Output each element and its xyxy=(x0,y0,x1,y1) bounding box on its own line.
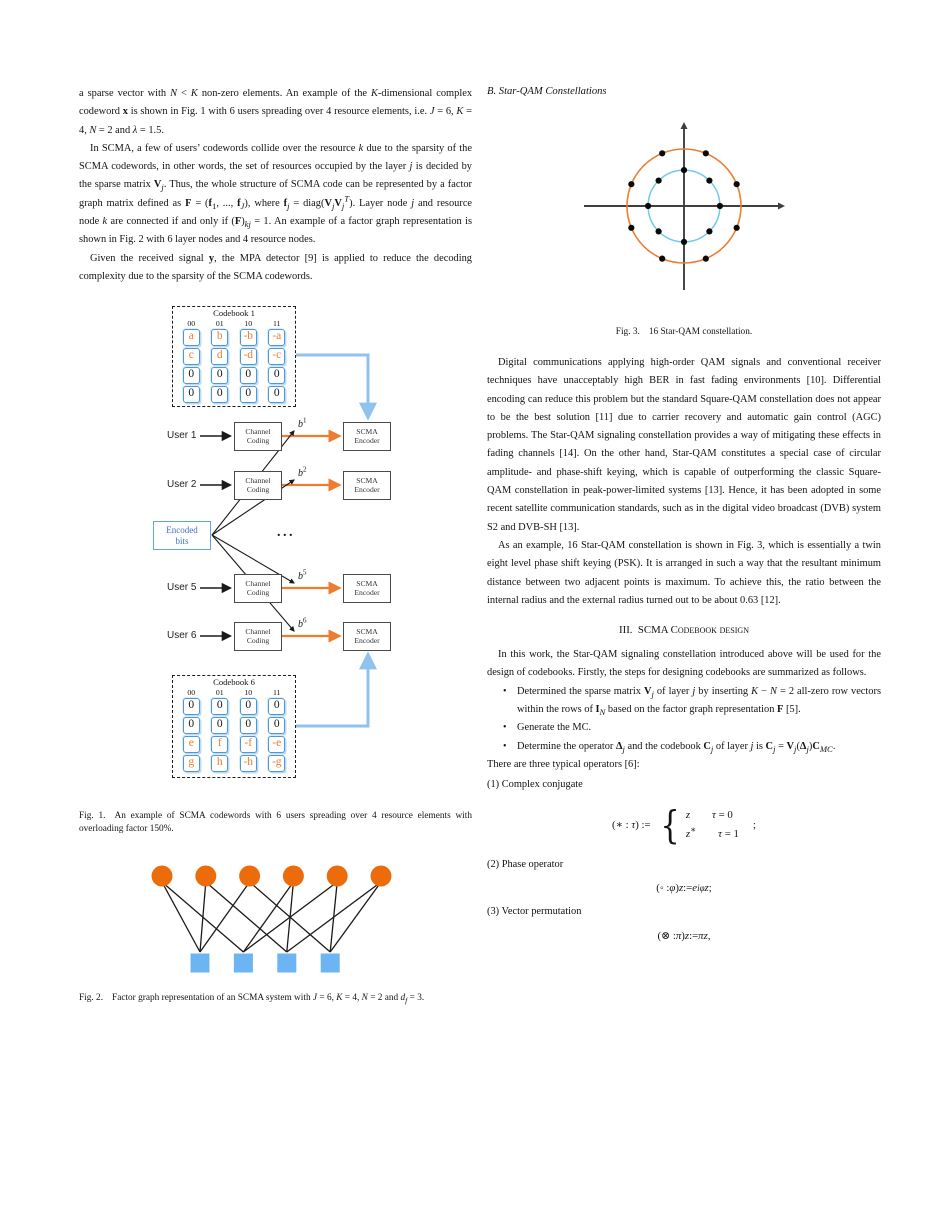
layer-node xyxy=(371,866,392,887)
constellation-point xyxy=(706,178,712,184)
factor-graph-edge xyxy=(162,882,200,952)
constellation-point xyxy=(645,203,651,209)
codebook-cell: -d xyxy=(240,348,257,365)
encoded-bits-box xyxy=(153,521,211,550)
eq1-row1-value: z xyxy=(685,808,691,821)
eq1-lhs: (∗ : τ) := xyxy=(612,819,651,832)
bullet-icon: • xyxy=(503,722,507,734)
x-axis-arrowhead xyxy=(778,203,785,210)
figure-3-caption-text: 16 Star-QAM constellation. xyxy=(648,327,753,337)
codebook-column-header: 10 xyxy=(244,319,253,329)
eq1-row2-condition: τ = 1 xyxy=(718,827,739,840)
channel-coding-box: Channel Coding xyxy=(234,574,282,603)
codebook-cell: 0 xyxy=(183,698,200,715)
operator-2-label: (2) Phase operator xyxy=(487,858,564,870)
constellation-point xyxy=(656,228,662,234)
paragraph-scma-collide: In SCMA, a few of users’ codewords collide over the resource k due to the sparsity of the SCMA codewords, in other words, the set of resources occupied by the layer j is decided by the sparse matrix $V_j$. Thus, the whole structure of SCMA code can be represented by a factor graph matrix defined as $F = (f_1$, ..., $f_J$), where $f_j$ = $diag(V_jV_j^T)$. Layer node j and resource node k are connected if and only if $(F)_{kj} = 1$. An example of a factor graph representation is shown in Fig. 2 with 6 layer nodes and 4 resource nodes. xyxy=(79,142,473,246)
section-iii-title: SCMA Codebook design xyxy=(637,624,749,637)
codebook-cell: c xyxy=(183,348,200,365)
layer-node xyxy=(283,866,304,887)
resource-node xyxy=(234,954,253,973)
codebook-cell: -g xyxy=(268,755,285,772)
section-iii-heading xyxy=(487,624,881,636)
paragraph-mpa-detector: Given the received signal y, the MPA detector [9] is applied to reduce the decoding complexity due to the sparsity of the SCMA codewords. xyxy=(79,252,472,282)
subsection-b-heading: B. Star-QAM Constellations xyxy=(487,86,607,97)
codebook-column-header: 01 xyxy=(215,319,224,329)
scma-encoder-box: SCMA Encoder xyxy=(343,622,391,651)
codebook-cell: 0 xyxy=(183,717,200,734)
figure-3-caption-label: Fig. 3. xyxy=(615,327,640,337)
paragraph-digital-communications: Digital communications applying high-order QAM signals and conventional receiver techniques have unacceptably high BER in fast fading environments [10]. Differential encoding can reduce this problem but the standard Square-QAM constellation does not appear to be the best solution [11] due to carrier recovery and automatic gain control (AGC) problems. The Star-QAM signaling constellation provides a way of mitigating these effects in fading channels [14]. On the other hand, Star-QAM constitutes a special case of circular amplitude- and phase-shift keying, which is capable of outperforming the classic Square-QAM constellation in peak-power-limited systems [13]. Hence, it has been adopted in some recent satellite communication standards, such as in the digital video broadcast (DVB) system S2 and DVB-SH [13]. xyxy=(487,357,881,533)
codebook-column-header: 01 xyxy=(215,688,224,698)
codebook-cell: h xyxy=(211,755,228,772)
figure-1-caption-label: Fig. 1. xyxy=(79,811,106,822)
bit-stream-label: $b^5$ xyxy=(298,568,307,583)
constellation-canvas xyxy=(564,109,804,305)
codebook-cell: 0 xyxy=(240,717,257,734)
layer-node xyxy=(195,866,216,887)
constellation-point xyxy=(717,203,723,209)
channel-coding-box: Channel Coding xyxy=(234,422,282,451)
design-step-item: • Determine the operator $\Delta_j$ and the codebook $C_j$ of layer j is $C_j = V_j(\Delta_j)C_{MC}$. xyxy=(517,738,881,756)
constellation-point xyxy=(703,150,709,156)
scma-encoder-box: SCMA Encoder xyxy=(343,574,391,603)
figure-3-caption xyxy=(487,326,881,339)
design-steps-list xyxy=(487,683,881,756)
codebook-cell: 0 xyxy=(183,367,200,384)
figure-1-caption xyxy=(79,810,472,836)
codebook-title: Codebook 6 xyxy=(213,677,255,688)
equation-vector-permutation: (⊗ : π ) z := πz , xyxy=(657,929,711,943)
codebook-cell: 0 xyxy=(268,698,285,715)
figure-2-factor-graph xyxy=(79,855,472,992)
user-label: User 1 xyxy=(167,430,197,442)
constellation-point xyxy=(656,178,662,184)
constellation-point xyxy=(706,228,712,234)
y-axis-arrowhead xyxy=(681,122,688,129)
constellation-point xyxy=(659,256,665,262)
figure-3-star-qam xyxy=(487,109,881,310)
bullet-icon: • xyxy=(503,740,507,752)
codebook-cell: 0 xyxy=(211,367,228,384)
figure-2-caption-label: Fig. 2. xyxy=(79,993,104,1004)
design-step-item: • Determined the sparse matrix $V_j$ of layer j by inserting K − N = 2 all-zero row vectors within the rows of $I_N$ based on the factor graph representation F [5]. xyxy=(517,683,881,720)
constellation-point xyxy=(628,225,634,231)
operator-1-label: (1) Complex conjugate xyxy=(487,779,583,791)
codebook-cell: -b xyxy=(240,329,257,346)
encoded-bits-line1: Encoded xyxy=(166,525,198,536)
codebook6-to-encoder-connector xyxy=(296,655,368,726)
codebook-cell: -c xyxy=(268,348,285,365)
user-label: User 5 xyxy=(167,582,197,594)
codebook-column-header: 11 xyxy=(272,688,281,698)
paragraph-as-an-example: As an example, 16 Star-QAM constellation is shown in Fig. 3, which is essentially a twin eight level phase shift keying (PSK). It is arranged in such a way that the resultant minimum distance between two adjacent points is maximum. To achieve this, the ratio between the internal radius and the external radius turned out to be about 0.63 [12]. xyxy=(487,539,881,606)
factor-graph-edge xyxy=(330,882,381,952)
codebook-column-header: 00 xyxy=(187,319,196,329)
codebook1-to-encoder-connector xyxy=(296,355,368,417)
factor-graph-edge xyxy=(243,882,293,952)
codebook-cell: -h xyxy=(240,755,257,772)
scma-encoder-box: SCMA Encoder xyxy=(343,422,391,451)
codebook-cell: 0 xyxy=(268,717,285,734)
layer-node xyxy=(152,866,173,887)
codebook-cell: g xyxy=(183,755,200,772)
figure-2-caption xyxy=(79,992,472,1005)
vertical-ellipsis: ... xyxy=(277,525,295,541)
constellation-point xyxy=(734,181,740,187)
paragraph-in-this-work: In this work, the Star-QAM signaling constellation introduced above will be used for the design of codebooks. Firstly, the steps for designing codebooks are summarized as follows. xyxy=(487,649,881,679)
codebook-column-header: 10 xyxy=(244,688,253,698)
layer-node xyxy=(239,866,260,887)
equation-phase-operator: (◦ : φ ) z := e iφ z ; xyxy=(656,881,712,894)
codebook-cell: -f xyxy=(240,736,257,753)
scma-encoder-box: SCMA Encoder xyxy=(343,471,391,500)
bit-stream-label: $b^2$ xyxy=(298,465,307,480)
section-iii-numeral: III. xyxy=(619,624,633,637)
resource-node xyxy=(321,954,340,973)
user-label: User 2 xyxy=(167,479,197,491)
factor-graph-edge xyxy=(200,882,206,952)
figure-1-scma-codewords xyxy=(79,303,472,803)
bullet-icon: • xyxy=(503,685,507,697)
codebook-cell: 0 xyxy=(211,698,228,715)
factor-graph-edge xyxy=(206,882,287,952)
codebook-cell: 0 xyxy=(183,386,200,403)
encoded-bits-line2: bits xyxy=(175,535,189,546)
codebook-cell: -e xyxy=(268,736,285,753)
bit-stream-label: $b^6$ xyxy=(298,616,307,631)
constellation-point xyxy=(734,225,740,231)
eq1-row1-condition: τ = 0 xyxy=(712,808,733,821)
operators-intro: There are three typical operators [6]: xyxy=(487,758,640,770)
factor-graph-edge xyxy=(243,882,337,952)
codebook-cell: 0 xyxy=(240,367,257,384)
resource-node xyxy=(191,954,210,973)
user-label: User 6 xyxy=(167,630,197,642)
codebook-cell: b xyxy=(211,329,228,346)
operator-3-label: (3) Vector permutation xyxy=(487,905,582,917)
constellation-point xyxy=(703,256,709,262)
codebook-cell: 0 xyxy=(211,386,228,403)
codebook-cell: f xyxy=(211,736,228,753)
codebook-cell: -a xyxy=(268,329,285,346)
constellation-point xyxy=(681,239,687,245)
codebook-title: Codebook 1 xyxy=(213,308,255,319)
figure-1-caption-text: An example of SCMA codewords with 6 users spreading over 4 resource elements with overloading factor 150%. xyxy=(79,811,472,835)
constellation-point xyxy=(628,181,634,187)
eq1-brace: { xyxy=(660,802,680,847)
factor-graph-edge xyxy=(287,882,381,952)
codebook-cell: 0 xyxy=(268,367,285,384)
eq1-row2-value: z∗ xyxy=(685,823,697,840)
codebook-6-panel xyxy=(172,675,296,778)
codebook-cell: 0 xyxy=(268,386,285,403)
layer-node xyxy=(327,866,348,887)
channel-coding-box: Channel Coding xyxy=(234,622,282,651)
codebook-cell: 0 xyxy=(211,717,228,734)
design-step-item: • Generate the MC. xyxy=(517,719,881,737)
resource-node xyxy=(277,954,296,973)
codebook-cell: d xyxy=(211,348,228,365)
codebook-cell: a xyxy=(183,329,200,346)
factor-graph-canvas xyxy=(79,855,472,987)
codebook-cell: 0 xyxy=(240,698,257,715)
constellation-point xyxy=(681,167,687,173)
codebook-column-header: 11 xyxy=(272,319,281,329)
left-column xyxy=(79,85,472,1005)
bit-stream-label: $b^1$ xyxy=(298,416,307,431)
factor-graph-edge xyxy=(200,882,250,952)
paragraph-sparse-vector: a sparse vector with N < K non-zero elements. An example of the K-dimensional complex codeword x is shown in Fig. 1 with 6 users spreading over 4 resource elements, i.e. J = 6, K = 4, N = 2 and λ = 1.5. xyxy=(79,88,473,136)
eq1-semicolon: ; xyxy=(752,818,756,831)
codebook-1-panel xyxy=(172,306,296,407)
codebook-cell: e xyxy=(183,736,200,753)
right-column xyxy=(487,85,881,951)
codebook-column-header: 00 xyxy=(187,688,196,698)
figure-2-caption-text: Factor graph representation of an SCMA system with J = 6, K = 4, N = 2 and $d_f = 3$. xyxy=(112,993,425,1006)
codebook-cell: 0 xyxy=(240,386,257,403)
channel-coding-box: Channel Coding xyxy=(234,471,282,500)
constellation-point xyxy=(659,150,665,156)
equation-complex-conjugate xyxy=(487,803,881,847)
